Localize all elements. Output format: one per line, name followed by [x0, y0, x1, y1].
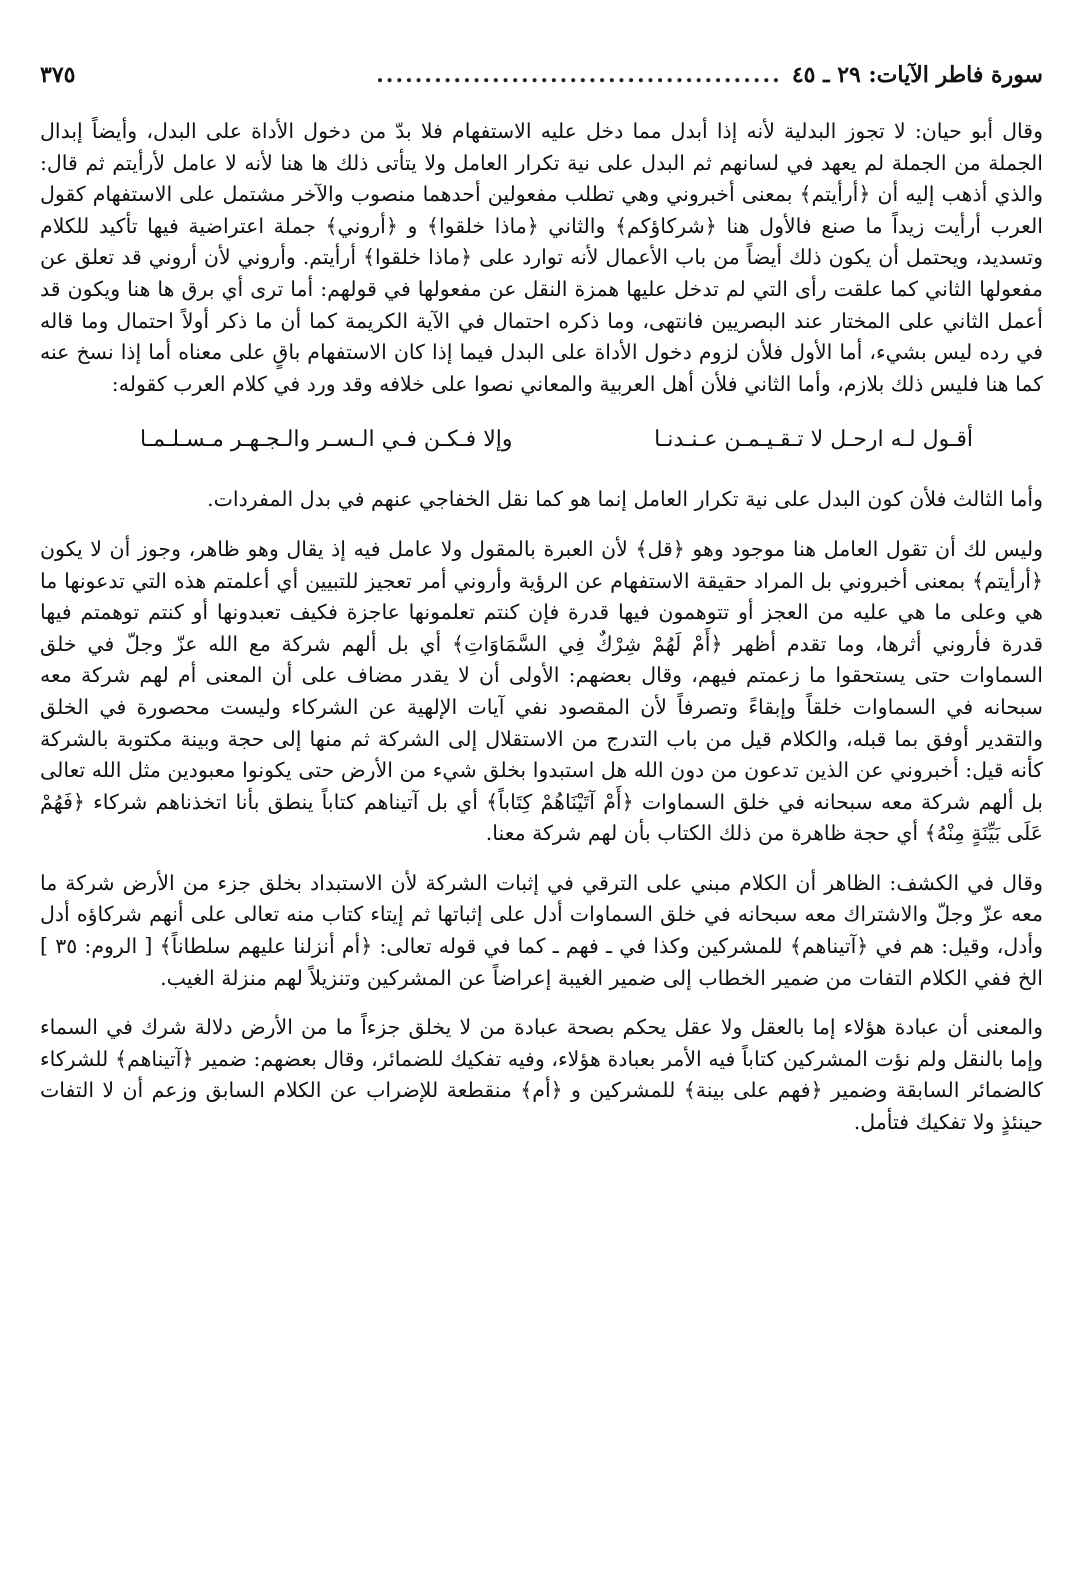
paragraph-4: وقال في الكشف: الظاهر أن الكلام مبني على الترقي في إثبات الشركة لأن الاستبداد بخلق جزء من الأرض شركة ما معه عزّ وجلّ والاشتراك معه سبحانه في خلق السماوات أدل على إثباتها ثم إيتاء كتاب منه تعالى على أنهم شركاؤه أدل وأدل، وقيل: هم في ﴿آتيناهم﴾ للمشركين وكذا في ـ فهم ـ كما في قوله تعالى: ﴿أم أنزلنا عليهم سلطاناً﴾ [ الروم: ٣٥ ] الخ ففي الكلام التفات من ضمير الخطاب إلى ضمير الغيبة إعراضاً عن المشركين وتنزيلاً لهم منزلة الغيب. — [40, 870, 1044, 990]
paragraph-1: وقال أبو حيان: لا تجوز البدلية لأنه إذا أبدل مما دخل عليه الاستفهام فلا بدّ من دخول الأداة على البدل، وأيضاً إبدال الجملة من الجملة لم يعهد في لسانهم ثم البدل على نية تكرار العامل ولا يتأتى ذلك ها هنا لأنه لا عامل لأرأيتم ثم قال: والذي أذهب إليه أن ﴿أرأيتم﴾ بمعنى أخبروني وهي تطلب مفعولين أحدهما منصوب والآخر مشتمل على الاستفهام كقول العرب أرأيت زيداً ما صنع فالأول هنا ﴿شركاؤكم﴾ والثاني ﴿ماذا خلقوا﴾ و ﴿أروني﴾ جملة اعتراضية فيها تأكيد للكلام وتسديد، ويحتمل أن يكون ذلك أيضاً من باب الأعمال لأنه توارد على ﴿ماذا خلقوا﴾ أرأيتم. وأروني لأن أروني قد تعلق عن مفعولها الثاني كما علقت رأى التي لم تدخل عليها همزة النقل عن مفعولها في قولهم: أما ترى أي برق ها هنا ويكون قد أعمل الثاني على المختار عند البصريين فانتهى، وما ذكره احتمال في الآية الكريمة كما أن ما ذكر أولاً احتمال وما قاله في رده ليس بشيء، أما الأول فلأن لزوم دخول الأداة على البدل فيما إذا كان الاستفهام باقٍ على معناه أما إذا نسخ عنه كما هنا فليس ذلك بلازم، وأما الثاني فلأن أهل العربية والمعاني نصوا على خلافه وقد ورد في كلام العرب كقوله: — [40, 119, 1043, 396]
verse-first-hemistich: أقـول لـه ارحـل لا تـقـيـمـن عـنـدنـا — [654, 427, 973, 453]
page-number: ٣٧٥ — [40, 62, 76, 88]
running-header — [40, 62, 1043, 88]
verse-second-hemistich: وإلا فـكـن فـي الـسـر والـجـهـر مـسـلـمـا — [140, 427, 513, 453]
paragraph-5: والمعنى أن عبادة هؤلاء إما بالعقل ولا عقل يحكم بصحة عبادة من لا يخلق جزءاً ما من الأرض دلالة شرك في السماء وإما بالنقل ولم نؤت المشركين كتاباً فيه الأمر بعبادة هؤلاء، وفيه تفكيك للضمائر، وقال بعضهم: ضمير ﴿آتيناهم﴾ للشركاء كالضمائر السابقة وضمير ﴿فهم على بينة﴾ للمشركين و ﴿أم﴾ منقطعة للإضراب عن الكلام السابق وزعم أن لا التفات حينئذٍ ولا تفكيك فتأمل. — [40, 1015, 1043, 1135]
paragraph-2: وأما الثالث فلأن كون البدل على نية تكرار العامل إنما هو كما نقل الخفاجي عنهم في بدل المفردات. — [207, 487, 1043, 512]
paragraph-3: وليس لك أن تقول العامل هنا موجود وهو ﴿قل﴾ لأن العبرة بالمقول ولا عامل فيه إذ يقال وهو ظاهر، وجوز أن لا يكون ﴿أرأيتم﴾ بمعنى أخبروني بل المراد حقيقة الاستفهام عن الرؤية وأروني أمر تعجيز للتبيين أي أعلمتم هذه التي تدعونها ما هي وعلى ما هي عليه من العجز أو تتوهمون فيها قدرة فإن كنتم تعلمونها عاجزة فكيف تعبدونها أو كنتم توهمتم فيها قدرة فأروني أثرها، وما تقدم أظهر ﴿أَمْ لَهُمْ شِرْكٌ فِي السَّمَاوَاتِ﴾ أي بل ألهم شركة مع الله عزّ وجلّ في خلق السماوات حتى يستحقوا ما زعمتم فيهم، وقال بعضهم: الأولى أن لا يقدر مضاف على أن المعنى أم لهم شركة معه سبحانه في السماوات خلقاً وإبقاءً وتصرفاً لأن المقصود نفي آيات الإلهية عن الشركاء وليست محصورة في الخلق والتقدير أوفق بما قبله، والكلام قيل من باب التدرج من الاستقلال إلى الشركة ثم منها إلى حجة وبينة مكتوبة بالشركة كأنه قيل: أخبروني عن الذين تدعون من دون الله هل استبدوا بخلق شيء من الأرض حتى يكونوا معبودين مثل الله تعالى بل ألهم شركة معه سبحانه في خلق السماوات ﴿أَمْ آتَيْنَاهُمْ كِتَاباً﴾ أي بل آتيناهم كتاباً ينطق بأنا اتخذناهم شركاء ﴿فَهُمْ عَلَى بَيِّنَةٍ مِنْهُ﴾ أي حجة ظاهرة من ذلك الكتاب بأن لهم شركة معنا. — [40, 536, 1043, 846]
poetry-verse — [140, 424, 973, 456]
header-leader-dots: .......................................... — [376, 62, 782, 88]
header-title: سورة فاطر الآيات: ٢٩ ـ ٤٥ — [791, 62, 1043, 88]
